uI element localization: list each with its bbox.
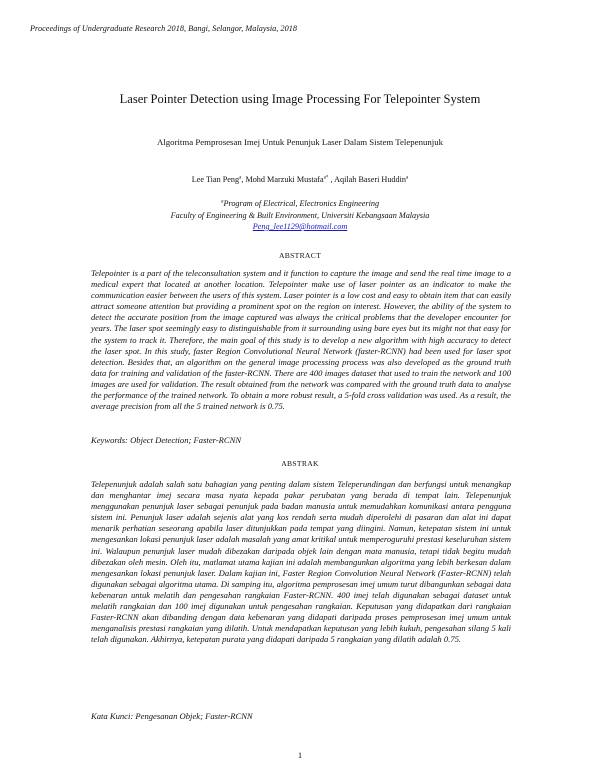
author-mark: a*: [323, 175, 329, 181]
proceedings-header: Proceedings of Undergraduate Research 2018, Bangi, Selangor, Malaysia, 2018: [30, 24, 298, 33]
author-separator: ,: [241, 175, 246, 184]
author-separator: ,: [328, 175, 335, 184]
abstrak-keywords: Kata Kunci: Pengesanan Objek; Faster-RCNN: [91, 711, 253, 721]
paper-subtitle: Algoritma Pemprosesan Imej Untuk Penunjuk Laser Dalam Sistem Telepenunjuk: [156, 137, 444, 147]
abstrak-text: Telepenunjuk adalah salah satu bahagian yang penting dalam sistem Teleperundingan dan berfungsi untuk menangkap dan menghantar imej secara masa nyata kepada pakar perubatan yang berada di tempat lain. Telepenunjuk menggunakan penunjuk laser sebagai penunjuk pada badan manusia untuk memudahkan komunikasi antara pengguna sistem ini. Penunjuk laser adalah sejenis alat yang kos rendah serta mudah diperolehi di pasaran dan alat ini dapat menarik perhatian seseorang apabila laser ditunjukkan pada tempat yang diingini. Namun, ketepatan sistem ini untuk mengesankan lokasi penunjuk laser adalah masalah yang amat kritikal untuk memperoguruhi prestasi keseluruhan sistem ini. Walaupun penunjuk laser mudah dibezakan daripada objek lain dengan mata manusia, tetapi tidak begitu mudah dibezakan oleh mesin. Oleh itu, matlamat utama kajian ini adalah membangunkan algoritma yang lebih berkesan dalam mengesankan lokasi penunjuk laser. Dalam kajian ini, Faster Region Convolution Neural Network (Faster-RCNN) telah digunakan sebagai algoritma utama. Di samping itu, algoritma pemprosesan imej umum turut dibangunkan sebagai data kebenaran untuk melatih dan pengesahan rangkaian Faster-RCNN. 400 imej telah digunakan sebagai dataset untuk melatih rangkaian dan 100 imej digunakan untuk pengesahan rangkaian. Keputusan yang didapatkan dari rangkaian Faster-RCNN akan dibanding dengan data kebenaran yang didapati daripada proses pemprosesan imej umum untuk menganalisis prestasi rangkaian yang dilatih. Untuk mendapatkan keputusan yang lebih kukuh, pengesahan silang 5 kali telah digunakan. Akhirnya, ketepatan purata yang didapati daripada 5 rangkaian yang dilatih adalah 0.75.: [91, 479, 511, 645]
abstrak-heading: ABSTRAK: [281, 459, 319, 468]
email-link[interactable]: Peng_lee1129@hotmail.com: [252, 222, 348, 231]
author-name: Lee Tian Peng: [191, 175, 240, 184]
author-name: Aqilah Baseri Huddin: [334, 175, 406, 184]
author-mark: a: [239, 175, 242, 181]
abstract-text: Telepointer is a part of the teleconsultation system and it function to capture the image and send the real time image to a medical expert that located at another location. Telepointer make use of laser pointer as an indicator to make the communication easier between the users of this system. Laser pointer is a low cost and easy to obtain item that can easily attract someone attention but providing a prominent spot on the region on interest. However, the ability of the system to detect the accurate position from the image captured was always the critical problems that the developer encounter for years. The laser spot seemingly easy to distinguishable from it surrounding using bare eyes but its might not that easy for the system to track it. Therefore, the main goal of this study is to develop a new algorithm with high accuracy to detect the laser spot. In this study, faster Region Convolutional Neural Network (faster-RCNN) had been used for laser spot detection. Besides that, an algorithm on the general image processing process was also developed as the ground truth data for training and validation of the faster-RCNN. There are 400 images dataset that used to train the network and 100 images are used for validation. The result obtained from the network was compared with the ground truth data to analyse the performance of the trained network. To obtain a more robust result, a 5-fold cross validation was used. As a result, the average precision from all the 5 trained network is 0.75.: [91, 268, 511, 412]
author-list: [0, 175, 600, 184]
affiliation-program: [0, 199, 600, 208]
author-mark: a: [405, 175, 409, 181]
author-name: Mohd Marzuki Mustafa: [245, 175, 324, 184]
abstract-keywords: Keywords: Object Detection; Faster-RCNN: [91, 435, 242, 445]
page-number: 1: [297, 750, 303, 760]
affiliation-faculty: Faculty of Engineering & Built Environment, Universiti Kebangsaan Malaysia: [170, 211, 430, 220]
affiliation-mark: a: [220, 199, 224, 205]
paper-title: Laser Pointer Detection using Image Processing For Telepointer System: [119, 92, 481, 106]
affiliation-program-text: Program of Electrical, Electronics Engineering: [223, 199, 380, 208]
abstract-heading: ABSTRACT: [278, 251, 322, 260]
